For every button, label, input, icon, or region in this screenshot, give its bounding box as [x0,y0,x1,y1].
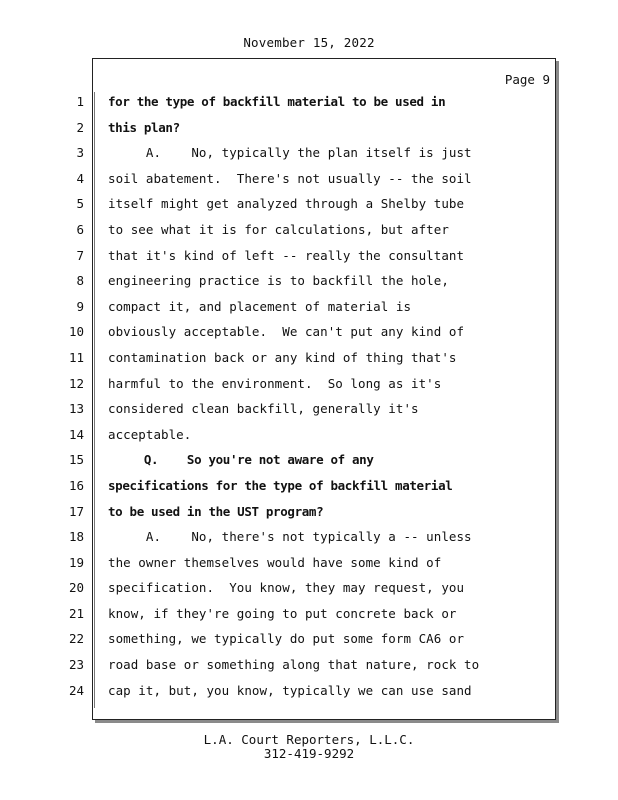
transcript-line [0,679,618,705]
transcript-line [0,372,618,398]
line-text: acceptable. [108,426,192,442]
transcript-line [0,474,618,500]
transcript-line [0,90,618,116]
line-text: for the type of backfill material to be used in [108,94,446,109]
line-text: Q. So you're not aware of any [108,452,374,468]
transcript-line [0,397,618,423]
line-text: road base or something along that nature, rock to [108,657,480,673]
transcript-line [0,653,618,679]
line-text: specification. You know, they may request, you [108,580,465,596]
line-text: soil abatement. There's not usually -- the soil [108,170,472,186]
line-text: considered clean backfill, generally it's [108,401,419,417]
line-number: 23 [68,657,84,673]
line-text: itself might get analyzed through a Shelby tube [108,196,465,212]
page-number: Page 9 [504,72,550,87]
line-number: 6 [76,221,84,237]
transcript-line [0,320,618,346]
transcript-line [0,576,618,602]
line-text: A. No, typically the plan itself is just [108,145,472,161]
transcript-line [0,244,618,270]
line-number: 5 [76,196,84,212]
line-number: 12 [68,375,84,391]
line-text: specifications for the type of backfill material [108,477,453,493]
transcript-line [0,218,618,244]
line-number: 19 [68,554,84,570]
transcript-line [0,167,618,193]
footer-company: L.A. Court Reporters, L.L.C. [203,732,415,747]
line-number: 18 [68,529,84,545]
transcript-line [0,295,618,321]
line-number: 22 [68,631,84,647]
line-number: 21 [68,605,84,621]
line-text: to be used in the UST program? [108,503,324,519]
line-text: cap it, but, you know, typically we can use sand [108,682,472,698]
line-number: 10 [68,324,84,340]
transcript-line [0,423,618,449]
line-number: 20 [68,580,84,596]
transcript-line [0,551,618,577]
line-number: 14 [68,426,84,442]
transcript-line [0,141,618,167]
line-text: the owner themselves would have some kind of [108,554,442,570]
line-number: 4 [76,170,84,186]
line-text: something, we typically do put some form CA6 or [108,631,465,647]
line-text: know, if they're going to put concrete back or [108,605,457,621]
line-number: 11 [68,349,84,365]
line-text: A. No, there's not typically a -- unless [108,529,472,545]
line-text: that it's kind of left -- really the consultant [108,247,465,263]
line-text: compact it, and placement of material is [108,298,412,314]
transcript-line [0,525,618,551]
transcript-line [0,448,618,474]
line-number: 7 [76,247,84,263]
footer [0,733,618,761]
transcript-line [0,602,618,628]
transcript-line [0,192,618,218]
footer-phone: 312-419-9292 [263,746,355,761]
line-text: contamination back or any kind of thing that's [108,349,457,365]
line-text: to see what it is for calculations, but after [108,221,449,237]
line-text: engineering practice is to backfill the hole, [108,273,449,289]
line-number: 9 [76,298,84,314]
transcript-lines [0,90,618,704]
line-number: 13 [68,401,84,417]
line-number: 17 [68,503,84,519]
transcript-line [0,116,618,142]
line-number: 3 [76,145,84,161]
header-date: November 15, 2022 [243,35,375,50]
line-text: obviously acceptable. We can't put any kind of [108,324,465,340]
line-number: 24 [68,682,84,698]
transcript-line [0,627,618,653]
transcript-line [0,346,618,372]
line-number: 2 [76,119,84,135]
transcript-line [0,500,618,526]
line-number: 8 [76,273,84,289]
line-number: 15 [68,452,84,468]
line-text: this plan? [108,119,180,135]
line-number: 1 [76,94,84,109]
line-number: 16 [68,477,84,493]
line-text: harmful to the environment. So long as it's [108,375,442,391]
transcript-line [0,269,618,295]
